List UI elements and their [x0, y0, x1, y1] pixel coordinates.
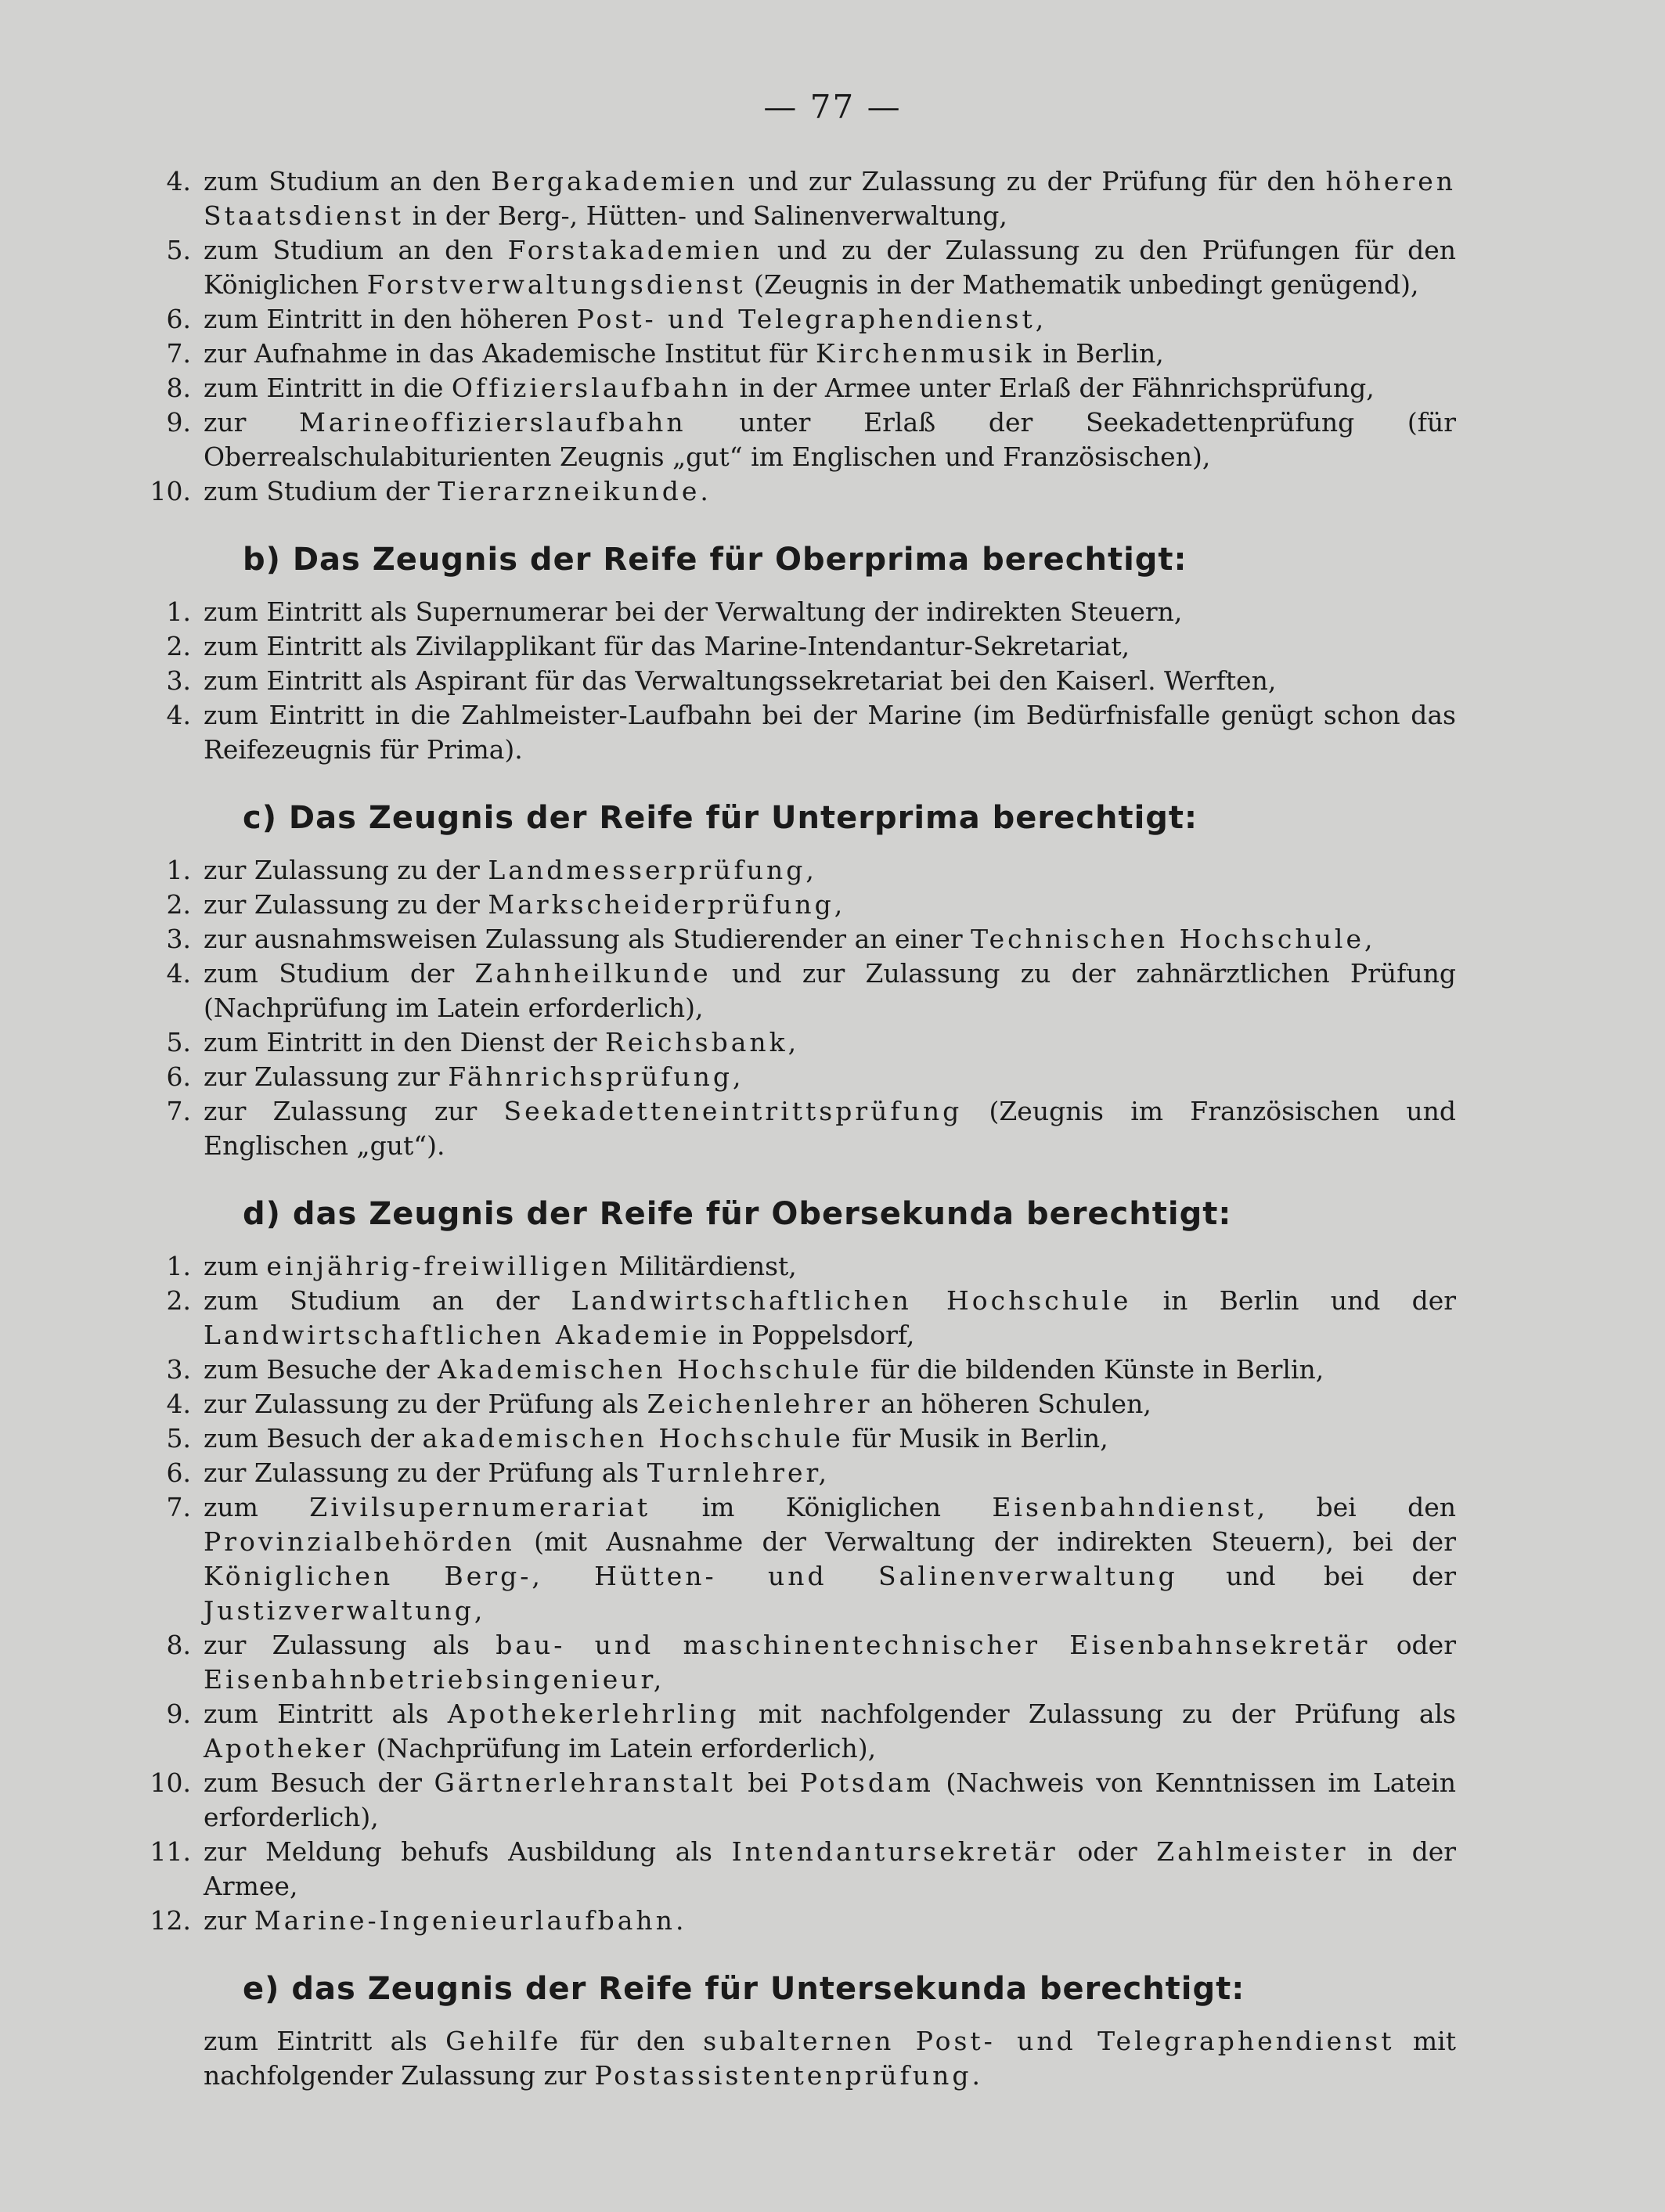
text-run: zur Meldung behufs Ausbildung als [204, 1836, 732, 1867]
text-run: für den [561, 2026, 704, 2056]
text-run: und zur Zulassung zu der Prüfung für den [737, 166, 1326, 196]
heading-c: c) Das Zeugnis der Reife für Unterprima berechtigt: [243, 800, 1198, 836]
item-number: 3. [166, 1354, 191, 1385]
list-item [141, 922, 1456, 956]
emphasized-text: Apothekerlehrling [447, 1699, 740, 1729]
emphasized-text: bau- und maschinentechnischer Eisenbahnsekretär [496, 1630, 1371, 1660]
text-run: in Berlin und der [1131, 1285, 1456, 1316]
emphasized-text: Offizierslaufbahn [451, 373, 732, 403]
text-run: in der Armee, [204, 1836, 1456, 1901]
text-run: zum Eintritt als Zivilapplikant für das Marine-Intendantur-Sekretariat, [204, 631, 1130, 661]
list-item [141, 474, 1456, 509]
emphasized-text: Post- und Telegraphendienst, [576, 304, 1047, 334]
text-run: an höheren Schulen, [872, 1389, 1151, 1419]
emphasized-text: akademischen Hochschule [422, 1423, 844, 1454]
text-run: zum Eintritt als Aspirant für das Verwaltungssekretariat bei den Kaiserl. Werften, [204, 665, 1277, 696]
item-number: 4. [166, 958, 191, 989]
emphasized-text: Landwirtschaftlichen Akademie [204, 1320, 711, 1350]
text-run: zum Studium der [204, 476, 438, 506]
emphasized-text: Kirchenmusik [815, 338, 1035, 369]
list-item [141, 1904, 1456, 1938]
item-number: 5. [166, 235, 191, 265]
item-number: 6. [166, 1061, 191, 1092]
text-run: bei [735, 1767, 800, 1798]
item-number: 4. [166, 166, 191, 196]
text-run: in der Armee unter Erlaß der Fähnrichsprüfung, [731, 373, 1375, 403]
text-run: in Berlin, [1034, 338, 1164, 369]
list-item [141, 1490, 1456, 1628]
emphasized-text: Eisenbahnbetriebsingenieur, [204, 1664, 665, 1695]
item-number: 10. [150, 476, 191, 506]
text-run: und zur Zulassung zu der zahnärztlichen Prüfung (Nachprüfung im Latein erforderlich), [204, 958, 1456, 1023]
text-run: zur Zulassung zu der [204, 889, 488, 920]
heading-b: b) Das Zeugnis der Reife für Oberprima berechtigt: [243, 542, 1187, 578]
text-run: in Poppelsdorf, [710, 1320, 915, 1350]
emphasized-text: Bergakademien [491, 166, 738, 196]
list-item [141, 405, 1456, 474]
text-run: zur Zulassung zu der Prüfung als [204, 1457, 647, 1488]
item-number: 7. [166, 1492, 191, 1522]
heading-e: e) das Zeugnis der Reife für Untersekunda berechtigt: [243, 1971, 1245, 2007]
item-number: 3. [166, 665, 191, 696]
text-run: zum Studium der [204, 958, 475, 989]
item-number: 6. [166, 304, 191, 334]
item-number: 1. [166, 855, 191, 885]
text-run: zum Studium an den [204, 166, 492, 196]
list-item [141, 1697, 1456, 1766]
text-run: zum Besuche der [204, 1354, 438, 1385]
text-run: zur Zulassung als [204, 1630, 496, 1660]
emphasized-text: Markscheiderprüfung, [488, 889, 846, 920]
list-item [141, 1284, 1456, 1353]
page-number: — 77 — [763, 88, 902, 126]
text-run: zum Eintritt in den höheren [204, 304, 577, 334]
text-run: zur Zulassung zur [204, 1096, 504, 1126]
list-c [141, 853, 1456, 1163]
emphasized-text: Marine-Ingenieurlaufbahn. [254, 1905, 687, 1936]
item-number: 10. [150, 1767, 191, 1798]
list-d [141, 1249, 1456, 1938]
list-item [141, 595, 1456, 629]
emphasized-text: Tierarzneikunde. [438, 476, 712, 506]
text-run: zum Eintritt als Supernumerar bei der Verwaltung der indirekten Steuern, [204, 596, 1183, 627]
text-run: oder [1370, 1630, 1456, 1660]
list-item [141, 1387, 1456, 1421]
item-number: 2. [166, 631, 191, 661]
item-number: 1. [166, 596, 191, 627]
emphasized-text: Marineoffizierslaufbahn [299, 407, 687, 438]
list-item [141, 1456, 1456, 1490]
text-run: zum Eintritt in die [204, 373, 452, 403]
text-run: zum Eintritt in die Zahlmeister-Laufbahn bei der Marine (im Bedürfnisfalle genügt schon das Reifezeugnis für Prima). [204, 700, 1456, 765]
text-run: und bei der [1177, 1561, 1456, 1591]
text-run: zum Eintritt als [204, 2026, 446, 2056]
emphasized-text: einjährig-freiwilligen [266, 1251, 611, 1281]
text-run: unter Erlaß der Seekadettenprüfung (für Oberrealschulabiturienten Zeugnis „gut“ im Englischen und Französischen), [204, 407, 1457, 472]
item-number: 3. [166, 924, 191, 954]
emphasized-text: Justizverwaltung, [204, 1595, 486, 1626]
emphasized-text: Reichsbank, [605, 1027, 800, 1057]
text-run: und zu der Zulassung zu den Prüfungen für den Königlichen [204, 235, 1456, 300]
list-item [141, 956, 1456, 1025]
text-run: in der Berg-, Hütten- und Salinenverwaltung, [404, 200, 1007, 231]
text-run: zur [204, 1905, 254, 1936]
text-run: (Zeugnis im Französischen und Englischen „gut“). [204, 1096, 1456, 1161]
emphasized-text: höheren Staatsdienst [204, 166, 1456, 231]
emphasized-text: subalternen Post- und Telegraphendienst [703, 2026, 1395, 2056]
list-item [141, 629, 1456, 664]
emphasized-text: Zahnheilkunde [474, 958, 712, 989]
list-item [141, 664, 1456, 698]
text-run: mit nachfolgender Zulassung zur [204, 2026, 1457, 2091]
emphasized-text: Landwirtschaftlichen Hochschule [571, 1285, 1132, 1316]
item-number: 5. [166, 1423, 191, 1454]
item-number: 6. [166, 1457, 191, 1488]
list-item [141, 1766, 1456, 1835]
list-item [141, 1628, 1456, 1697]
emphasized-text: Eisenbahndienst [992, 1492, 1257, 1522]
text-run: zum Studium an den [204, 235, 508, 265]
heading-d: d) das Zeugnis der Reife für Obersekunda berechtigt: [243, 1196, 1232, 1232]
item-number: 2. [166, 1285, 191, 1316]
text-run: , bei den [1256, 1492, 1457, 1522]
list-item [141, 888, 1456, 922]
item-number: 4. [166, 1389, 191, 1419]
emphasized-text: Akademischen Hochschule [438, 1354, 863, 1385]
text-run: zur Zulassung zu der Prüfung als [204, 1389, 647, 1419]
text-run: zum Eintritt als [204, 1699, 448, 1729]
text-run: (Nachprüfung im Latein erforderlich), [368, 1733, 877, 1763]
list-item [141, 698, 1456, 767]
emphasized-text: Intendantursekretär [731, 1836, 1058, 1867]
emphasized-text: Gehilfe [445, 2026, 562, 2056]
emphasized-text: Forstakademien [507, 235, 763, 265]
item-number: 9. [166, 407, 191, 438]
emphasized-text: Apotheker [204, 1733, 369, 1763]
text-run: zum [204, 1492, 310, 1522]
emphasized-text: Fähnrichsprüfung, [448, 1061, 744, 1092]
emphasized-text: Potsdam [799, 1767, 934, 1798]
emphasized-text: Königlichen Berg-, Hütten- und Salinenverwaltung [204, 1561, 1178, 1591]
emphasized-text: Technischen Hochschule, [971, 924, 1376, 954]
item-number: 9. [166, 1699, 191, 1729]
text-run: (mit Ausnahme der Verwaltung der indirekten Steuern), bei der [514, 1526, 1456, 1557]
text-run: zur Zulassung zur [204, 1061, 449, 1092]
emphasized-text: Zeichenlehrer [647, 1389, 873, 1419]
emphasized-text: Turnlehrer, [647, 1457, 831, 1488]
emphasized-text: Gärtnerlehranstalt [434, 1767, 736, 1798]
list-item [141, 1060, 1456, 1094]
emphasized-text: Forstverwaltungsdienst [366, 269, 746, 300]
list-item [141, 1421, 1456, 1456]
emphasized-text: Zahlmeister [1156, 1836, 1349, 1867]
item-number: 11. [150, 1836, 191, 1867]
list-item [141, 1353, 1456, 1387]
text-run: für die bildenden Künste in Berlin, [862, 1354, 1324, 1385]
list-item [141, 233, 1456, 302]
emphasized-text: Postassistentenprüfung. [594, 2060, 983, 2091]
list-item [141, 371, 1456, 405]
text-run: zum Besuch der [204, 1423, 423, 1454]
item-number: 7. [166, 338, 191, 369]
list-item [141, 1249, 1456, 1284]
item-number: 8. [166, 1630, 191, 1660]
list-item [141, 302, 1456, 337]
list-a [141, 164, 1456, 509]
text-run: für Musik in Berlin, [843, 1423, 1108, 1454]
text-run: (Zeugnis in der Mathematik unbedingt genügend), [745, 269, 1419, 300]
text-run: Militärdienst, [610, 1251, 797, 1281]
text-run: zum Besuch der [204, 1767, 434, 1798]
list-item [141, 1835, 1456, 1904]
document-body [141, 164, 1456, 2093]
paragraph-e [141, 2024, 1456, 2093]
item-number: 4. [166, 700, 191, 730]
text-run: zur Aufnahme in das Akademische Institut für [204, 338, 816, 369]
list-item [141, 1094, 1456, 1163]
text-run: mit nachfolgender Zulassung zu der Prüfung als [739, 1699, 1456, 1729]
text-run: zum Studium an der [204, 1285, 571, 1316]
emphasized-text: Provinzialbehörden [204, 1526, 515, 1557]
text-run: im Königlichen [651, 1492, 993, 1522]
emphasized-text: Seekadetteneintrittsprüfung [503, 1096, 963, 1126]
list-item [141, 1025, 1456, 1060]
item-number: 1. [166, 1251, 191, 1281]
item-number: 5. [166, 1027, 191, 1057]
text-run: zum Eintritt in den Dienst der [204, 1027, 606, 1057]
item-number: 2. [166, 889, 191, 920]
list-item [141, 164, 1456, 233]
text-run: zur [204, 407, 300, 438]
list-item [141, 337, 1456, 371]
list-b [141, 595, 1456, 767]
text-run: (Nachweis von Kenntnissen im Latein erforderlich), [204, 1767, 1456, 1832]
item-number: 7. [166, 1096, 191, 1126]
emphasized-text: Landmesserprüfung, [488, 855, 817, 885]
text-run: oder [1058, 1836, 1157, 1867]
item-number: 12. [150, 1905, 191, 1936]
list-item [141, 853, 1456, 888]
emphasized-text: Zivilsupernumerariat [309, 1492, 651, 1522]
text-run: zur Zulassung zu der [204, 855, 488, 885]
text-run: zur ausnahmsweisen Zulassung als Studierender an einer [204, 924, 971, 954]
item-number: 8. [166, 373, 191, 403]
text-run: zum [204, 1251, 267, 1281]
